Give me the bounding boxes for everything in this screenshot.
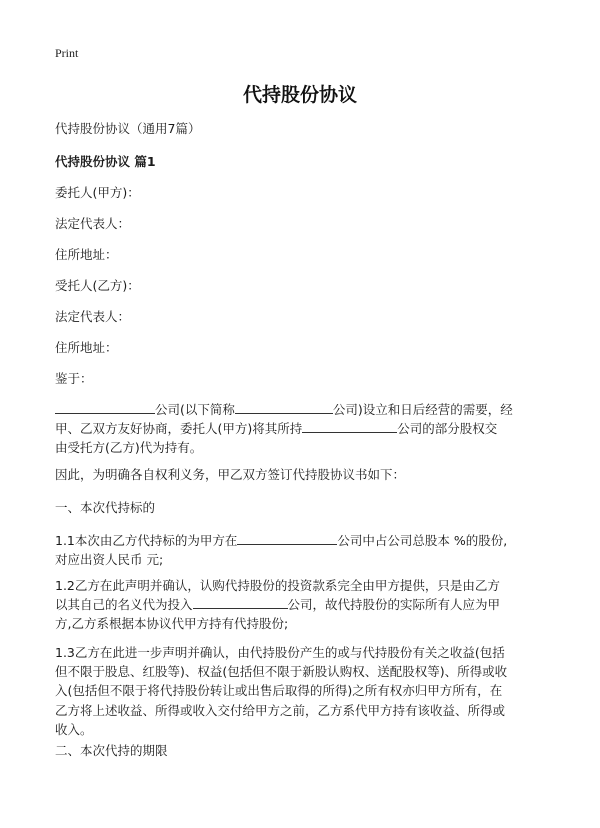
party-trustee: 受托人(乙方)：	[55, 278, 140, 293]
party-principal: 委托人(甲方)：	[55, 185, 140, 200]
whereas-label: 鉴于：	[55, 371, 93, 386]
intro-paragraph: 公司(以下简称 公司)设立和日后经营的需要，经 甲、乙双方友好协商，委托人(甲方)将其所持 公司的部分股权交 由受托方(乙方)代为持有。	[55, 402, 513, 456]
document-title: 代持股份协议	[242, 84, 357, 106]
clause-1-3: 1.3乙方在此进一步声明并确认，由代持股份产生的或与代持股份有关之收益(包括 但不限于股息、红股等)、权益(包括但不限于新股认购权、送配股权等)、所得或收 入(包括但不限于将代持股份转让或出售后取得的所得)之所有权亦归甲方所有，在 乙方将上述收益、所得或收入交付给甲方之前，乙方系代甲方持有该收益、所得或 收入。	[55, 645, 508, 737]
section-heading: 代持股份协议 篇1	[55, 154, 156, 169]
print-link[interactable]: Print	[55, 46, 79, 60]
article-2-heading: 二、本次代持的期限	[55, 743, 168, 758]
therefore-paragraph: 因此，为明确各自权利义务，甲乙双方签订代持股协议书如下：	[55, 467, 406, 482]
held-company-blank	[302, 420, 397, 433]
investment-company-blank	[193, 596, 288, 609]
party-trustee-address: 住所地址：	[55, 340, 118, 355]
clause-1-2: 1.2乙方在此声明并确认，认购代持股份的投资款系完全由甲方提供，只是由乙方 以其自己的名义代为投入 公司，故代持股份的实际所有人应为甲 方,乙方系根据本协议代甲方持有代持股份;	[55, 578, 501, 632]
party-principal-address: 住所地址：	[55, 247, 118, 262]
company-short-name-blank	[235, 401, 333, 414]
party-principal-legal-rep: 法定代表人：	[55, 216, 131, 231]
company-name-blank	[55, 401, 155, 414]
target-company-blank	[237, 532, 337, 545]
article-1-heading: 一、本次代持标的	[55, 500, 156, 515]
clause-1-1: 1.1本次由乙方代持标的为甲方在 公司中占公司总股本 %的股份, 对应出资人民币 元;	[55, 533, 508, 568]
party-trustee-legal-rep: 法定代表人：	[55, 309, 131, 324]
document-subtitle: 代持股份协议（通用7篇）	[55, 121, 201, 136]
